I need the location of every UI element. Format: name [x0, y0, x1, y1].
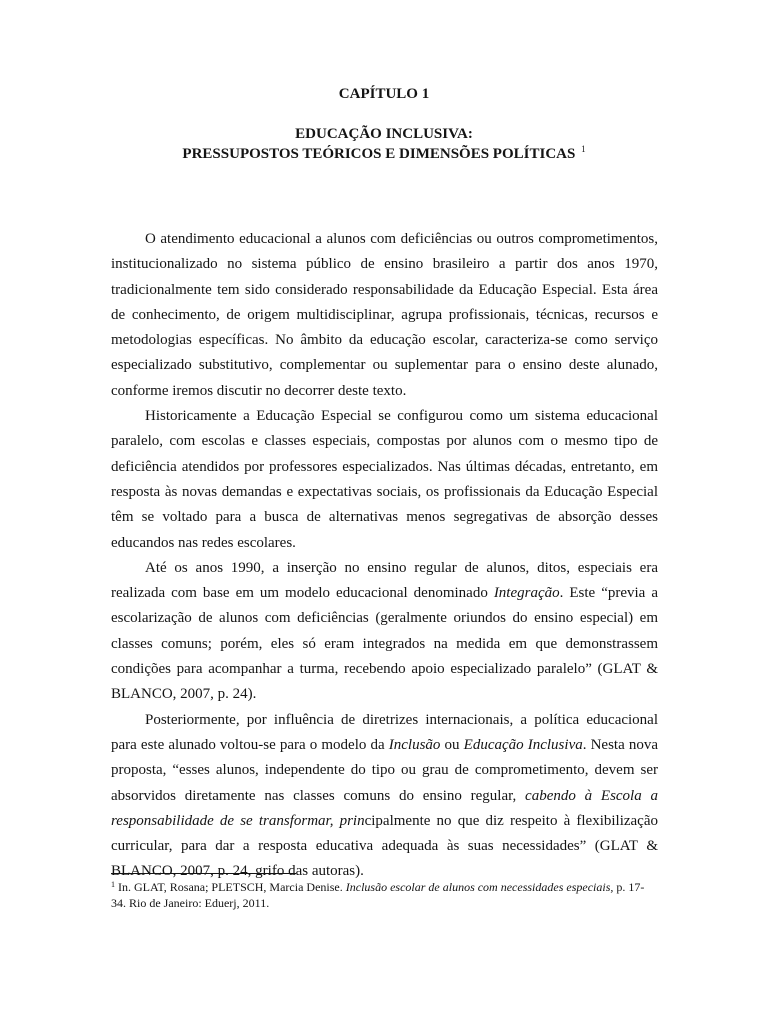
footnote-number: 1 [111, 880, 115, 889]
paragraph-1: O atendimento educacional a alunos com deficiências ou outros comprometimentos, institucionalizado no sistema público de ensino brasileiro a partir dos anos 1970, tradicionalmente tem sido considerado responsabilidade da Educação Especial. Esta área de conhecimento, de origem multidisciplinar, agrupa profissionais, técnicas, recursos e metodologias específicas. No âmbito da educação escolar, caracteriza-se como serviço especializado substitutivo, complementar ou suplementar para o ensino deste alunado, conforme iremos discutir no decorrer deste texto. [111, 231, 658, 399]
title-line-1: EDUCAÇÃO INCLUSIVA: [295, 126, 473, 142]
chapter-title [0, 124, 768, 164]
footnote-book-title: Inclusão escolar de alunos com necessidades especiais, [345, 880, 614, 894]
paragraph-4 [111, 708, 658, 885]
paragraph-4-italic-educacao-inclusiva: Educação Inclusiva [463, 736, 583, 753]
title-footnote-ref[interactable]: 1 [581, 144, 586, 154]
paragraph-3-text-c: . Este “previa a escolarização de alunos com deficiências (geralmente oriundos do ensino especial) em classes comuns; porém, eles só eram integrados na medida em que demonstrassem condições para acompanhar a turma, recebendo apoio especializado paralelo” (GLAT & BLANCO, 2007, p. 24). [111, 585, 658, 703]
body-text [111, 227, 658, 885]
footnote-text-pre: In. GLAT, Rosana; PLETSCH, Marcia Denise. [115, 880, 346, 894]
footnote [111, 879, 658, 911]
paragraph-3-italic-integracao: Integração [493, 585, 560, 602]
paragraph-4-text-a: Posteriormente, por influência de diretrizes internacionais, a política educacional para este alunado voltou-se para o modelo da [111, 711, 658, 753]
paragraph-4-text-c: ou [440, 736, 464, 753]
paragraph-4-text-g: cipalmente no que diz respeito à flexibilização curricular, para dar a resposta educativa adequada às suas necessidades” (GLAT & BLANCO, 2007, p. 24, grifo das autoras). [111, 812, 658, 880]
paragraph-3 [111, 556, 658, 708]
title-line-2-text: PRESSUPOSTOS TEÓRICOS E DIMENSÕES POLÍTICAS [182, 146, 576, 162]
footnote-text-post: p. 17-34. Rio de Janeiro: Eduerj, 2011. [111, 880, 645, 910]
chapter-heading: CAPÍTULO 1 [338, 86, 430, 102]
paragraph-2: Historicamente a Educação Especial se configurou como um sistema educacional paralelo, com escolas e classes especiais, compostas por alunos com o mesmo tipo de deficiência atendidos por professores especializados. Nas últimas décadas, entretanto, em resposta às novas demandas e expectativas sociais, os profissionais da Educação Especial têm se voltado para a busca de alternativas menos segregativas de absorção desses educandos nas redes escolares. [111, 408, 658, 551]
paragraph-3-text-a: Até os anos 1990, a inserção no ensino regular de alunos, ditos, especiais era realizada com base em um modelo educacional denominado [111, 559, 658, 602]
paragraph-4-text-e: . Nesta nova proposta, “esses alunos, independente do tipo ou grau de comprometimento, devem ser absorvidos diretamente nas classes comuns do ensino regular, [111, 736, 659, 804]
paragraph-4-italic-cabendo: cabendo à Escola a responsabilidade de se transformar, prin [111, 787, 658, 829]
paragraph-4-italic-inclusao: Inclusão [388, 736, 441, 753]
title-line-2 [0, 144, 768, 164]
footnote-separator [111, 873, 296, 874]
